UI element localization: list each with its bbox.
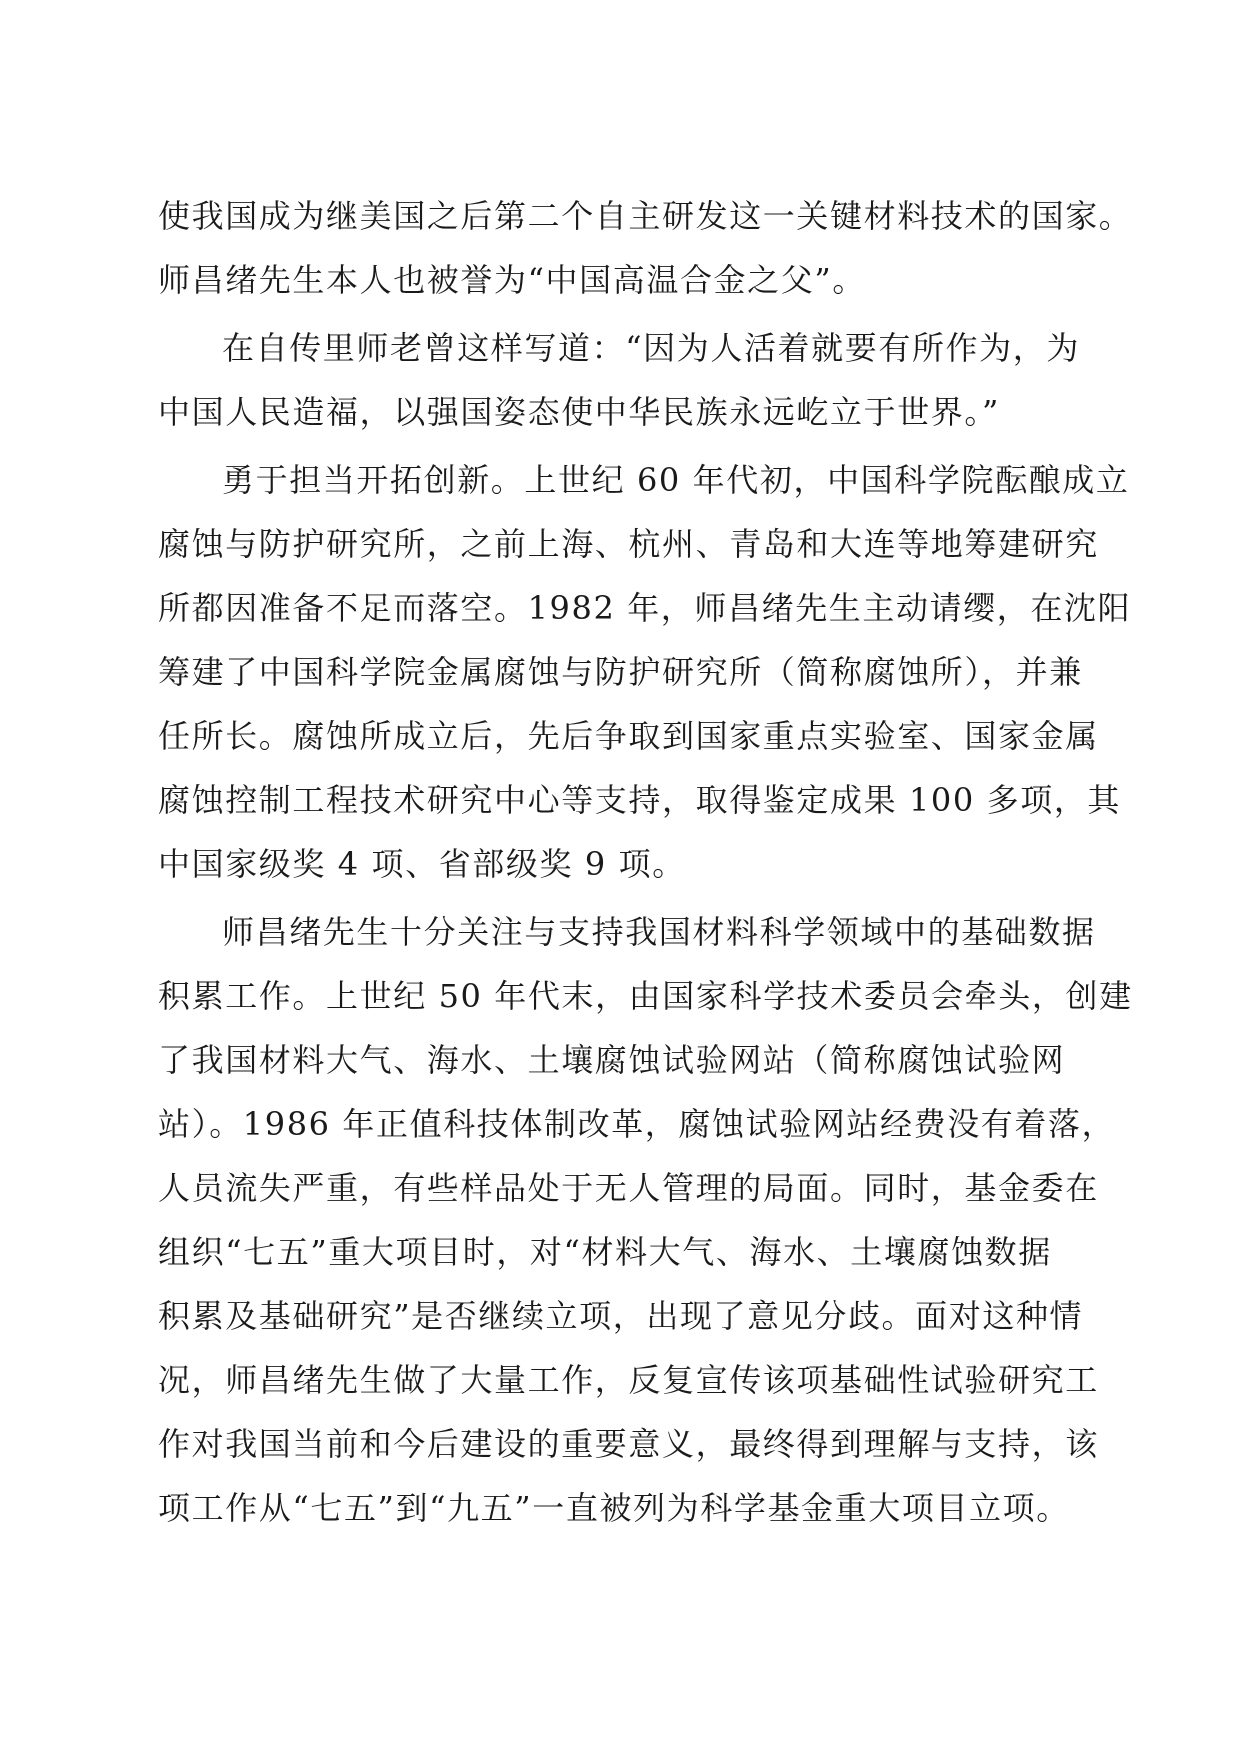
text-line: 了我国材料大气、海水、土壤腐蚀试验网站（简称腐蚀试验网 — [158, 1041, 1066, 1079]
paragraph-start-line: 勇于担当开拓创新。上世纪 60 年代初，中国科学院酝酿成立 — [222, 461, 1130, 499]
text-line: 所都因准备不足而落空。1982 年，师昌绪先生主动请缨，在沈阳 — [158, 589, 1132, 627]
text-line: 腐蚀控制工程技术研究中心等支持，取得鉴定成果 100 多项，其 — [158, 781, 1122, 819]
paragraph-start-line: 在自传里师老曾这样写道：“因为人活着就要有所作为，为 — [222, 329, 1080, 367]
text-line: 人员流失严重，有些样品处于无人管理的局面。同时，基金委在 — [158, 1169, 1099, 1207]
text-line: 筹建了中国科学院金属腐蚀与防护研究所（简称腐蚀所），并兼 — [158, 653, 1083, 691]
text-line: 使我国成为继美国之后第二个自主研发这一关键材料技术的国家。 — [158, 197, 1133, 235]
text-line: 积累工作。上世纪 50 年代末，由国家科学技术委员会牵头，创建 — [158, 977, 1133, 1015]
text-line: 中国家级奖 4 项、省部级奖 9 项。 — [158, 845, 686, 883]
paragraph-start-line: 师昌绪先生十分关注与支持我国材料科学领域中的基础数据 — [222, 913, 1096, 951]
text-line: 中国人民造福，以强国姿态使中华民族永远屹立于世界。” — [158, 393, 1000, 431]
text-line: 况，师昌绪先生做了大量工作，反复宣传该项基础性试验研究工 — [158, 1361, 1099, 1399]
text-line: 任所长。腐蚀所成立后，先后争取到国家重点实验室、国家金属 — [158, 717, 1099, 755]
text-line: 积累及基础研究”是否继续立项，出现了意见分歧。面对这种情 — [158, 1297, 1084, 1335]
text-line: 站）。1986 年正值科技体制改革，腐蚀试验网站经费没有着落， — [158, 1105, 1116, 1143]
text-line: 组织“七五”重大项目时，对“材料大气、海水、土壤腐蚀数据 — [158, 1233, 1052, 1271]
text-line: 腐蚀与防护研究所，之前上海、杭州、青岛和大连等地筹建研究 — [158, 525, 1099, 563]
text-line: 师昌绪先生本人也被誉为“中国高温合金之父”。 — [158, 261, 866, 299]
text-line: 作对我国当前和今后建设的重要意义，最终得到理解与支持，该 — [158, 1425, 1099, 1463]
text-line: 项工作从“七五”到“九五”一直被列为科学基金重大项目立项。 — [158, 1489, 1070, 1527]
